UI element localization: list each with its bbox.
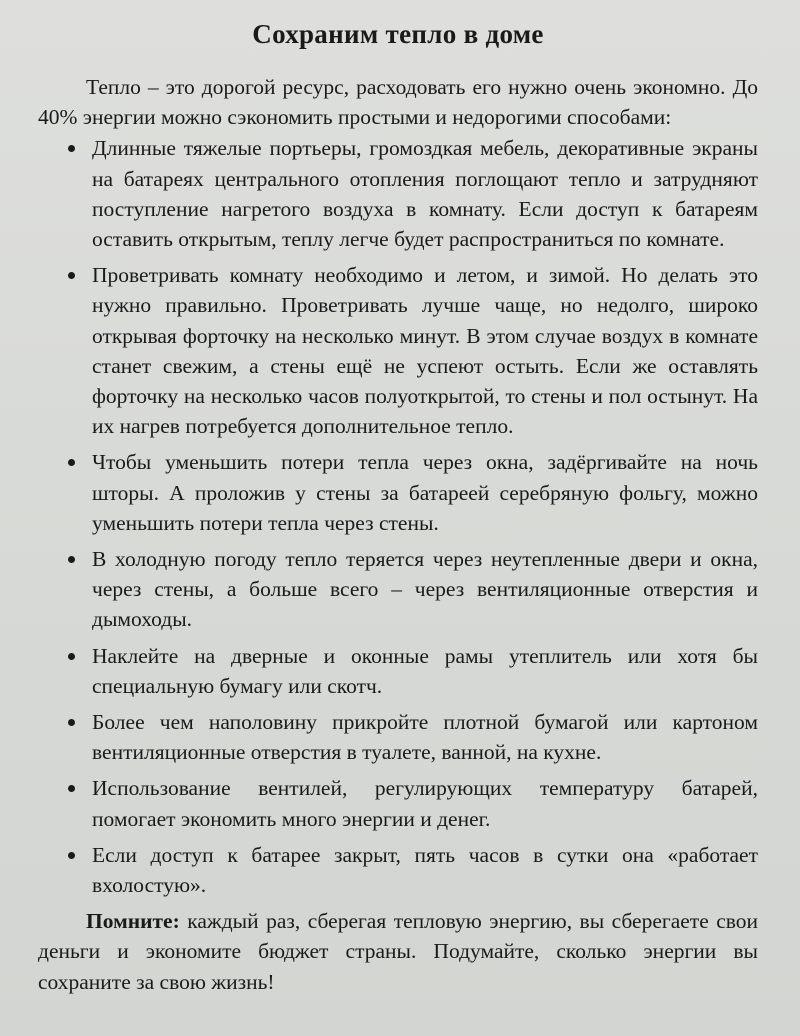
list-item-text: Проветривать комнату необходимо и летом, и зимой. Но делать это нужно правильно. Проветривать лучше чаще, но недолго, широко открывая форточку на несколько минут. В этом случае воздух в комнате станет свежим, а стены ещё не успеют остыть. Если же оставлять форточку на несколько часов полуоткрытой, то стены и пол остынут. На их нагрев потребуется дополнительное тепло. [92, 263, 758, 439]
remember-label: Помните: [86, 909, 180, 934]
list-item [38, 260, 758, 441]
bullet-icon [68, 145, 75, 152]
list-item [38, 641, 758, 701]
bullet-icon [68, 556, 75, 563]
list-item [38, 447, 758, 538]
list-item-text: Длинные тяжелые портьеры, громоздкая мебель, декоративные экраны на батареях центрального отопления поглощают тепло и затрудняют поступление нагретого воздуха в комнату. Если доступ к батареям оставить открытым, теплу легче будет распространиться по комнате. [92, 136, 758, 252]
list-item-text: Наклейте на дверные и оконные рамы утеплитель или хотя бы специальную бумагу или скотч. [92, 643, 758, 698]
list-item [38, 840, 758, 900]
list-item-text: В холодную погоду тепло теряется через неутепленные двери и окна, через стены, а больше всего – через вентиляционные отверстия и дымоходы. [92, 547, 758, 632]
bullet-icon [68, 785, 75, 792]
intro-paragraph: Тепло – это дорогой ресурс, расходовать его нужно очень экономно. До 40% энергии можно сэкономить простыми и недорогими способами: [38, 75, 758, 130]
document-title: Сохраним тепло в доме [252, 19, 544, 49]
list-item-text: Если доступ к батарее закрыт, пять часов в сутки она «работает вхолостую». [92, 842, 758, 898]
bullet-icon [68, 272, 75, 279]
list-item-text: Чтобы уменьшить потери тепла через окна, задёргивайте на ночь шторы. А проложив у стены за батареей серебряную фольгу, можно уменьшить потери тепла через стены. [92, 450, 758, 535]
bullet-icon [68, 852, 75, 859]
list-item [38, 544, 758, 635]
list-item [38, 773, 758, 833]
list-item-text: Более чем наполовину прикройте плотной бумагой или картоном вентиляционные отверстия в туалете, ванной, на кухне. [92, 710, 758, 765]
bullet-icon [68, 653, 75, 660]
list-item [38, 707, 758, 767]
list-item-text: Использование вентилей, регулирующих температуру батарей, помогает экономить много энергии и денег. [92, 776, 758, 831]
list-item [38, 133, 758, 254]
tips-list [38, 133, 758, 900]
remember-text: каждый раз, сберегая тепловую энергию, вы сберегаете свои деньги и экономите бюджет страны. Подумайте, сколько энергии вы сохраните за свою жизнь! [38, 909, 758, 994]
bullet-icon [68, 459, 75, 466]
bullet-icon [68, 719, 75, 726]
closing-paragraph [38, 906, 758, 997]
